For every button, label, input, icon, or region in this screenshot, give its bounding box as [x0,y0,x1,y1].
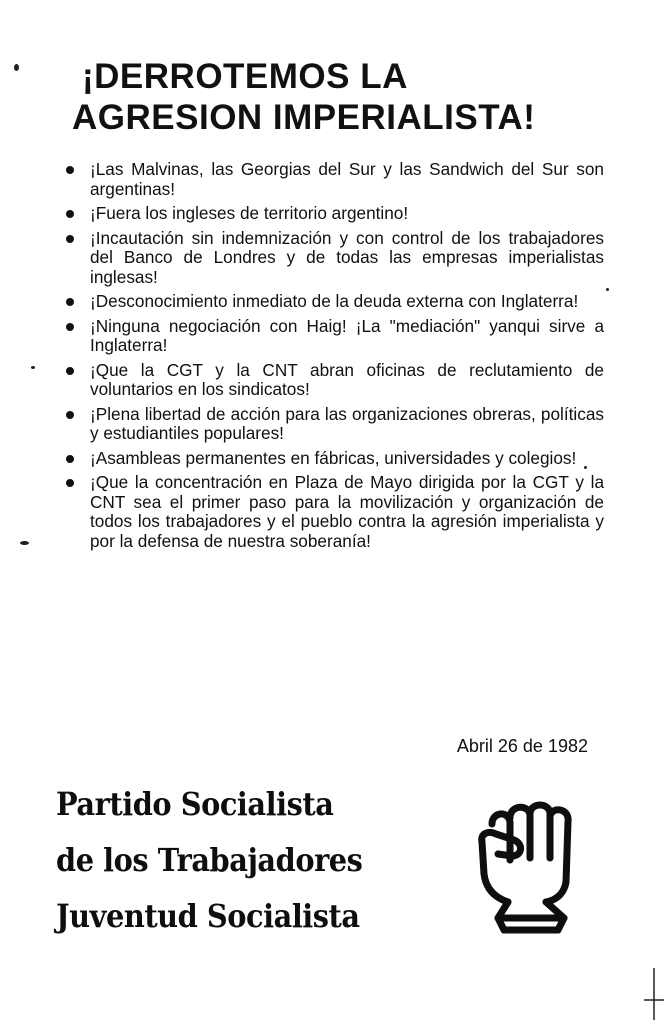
raised-fist-icon [474,790,582,940]
signature-line-3: Juventud Socialista [56,897,360,935]
bullet-icon [66,235,74,243]
list-item: ¡Que la concentración en Plaza de Mayo dirigida por la CGT y la CNT sea el primer paso para la movilización y organización de todos los trabajadores y el pueblo contra la agresión imperialista y por la defensa de nuestra soberanía! [64,473,604,551]
bullet-icon [66,298,74,306]
headline-line-2: AGRESION IMPERIALISTA! [72,98,536,137]
demands-list [64,160,604,556]
list-item: ¡Ninguna negociación con Haig! ¡La "mediación" yanqui sirve a Inglaterra! [64,317,604,356]
list-item: ¡Plena libertad de acción para las organizaciones obreras, políticas y estudiantiles populares! [64,405,604,444]
signature-line-1: Partido Socialista [56,785,334,823]
list-item: ¡Incautación sin indemnización y con control de los trabajadores del Banco de Londres y de todas las empresas imperialistas inglesas! [64,229,604,288]
list-item: ¡Desconocimiento inmediato de la deuda externa con Inglaterra! [64,292,604,312]
headline [72,56,612,138]
bullet-icon [66,367,74,375]
list-item: ¡Que la CGT y la CNT abran oficinas de reclutamiento de voluntarios en los sindicatos! [64,361,604,400]
signature-line-2: de los Trabajadores [56,841,363,879]
bullet-icon [66,323,74,331]
headline-line-1: ¡DERROTEMOS LA [82,57,408,96]
signature-block [56,776,456,944]
bullet-icon [66,210,74,218]
list-item: ¡Las Malvinas, las Georgias del Sur y las Sandwich del Sur son argentinas! [64,160,604,199]
date-line: Abril 26 de 1982 [456,736,588,756]
bullet-icon [66,166,74,174]
bullet-icon [66,411,74,419]
list-item: ¡Asambleas permanentes en fábricas, universidades y colegios! [64,449,604,469]
crop-mark-icon [644,968,664,1020]
list-item: ¡Fuera los ingleses de territorio argentino! [64,204,604,224]
bullet-icon [66,479,74,487]
bullet-icon [66,455,74,463]
